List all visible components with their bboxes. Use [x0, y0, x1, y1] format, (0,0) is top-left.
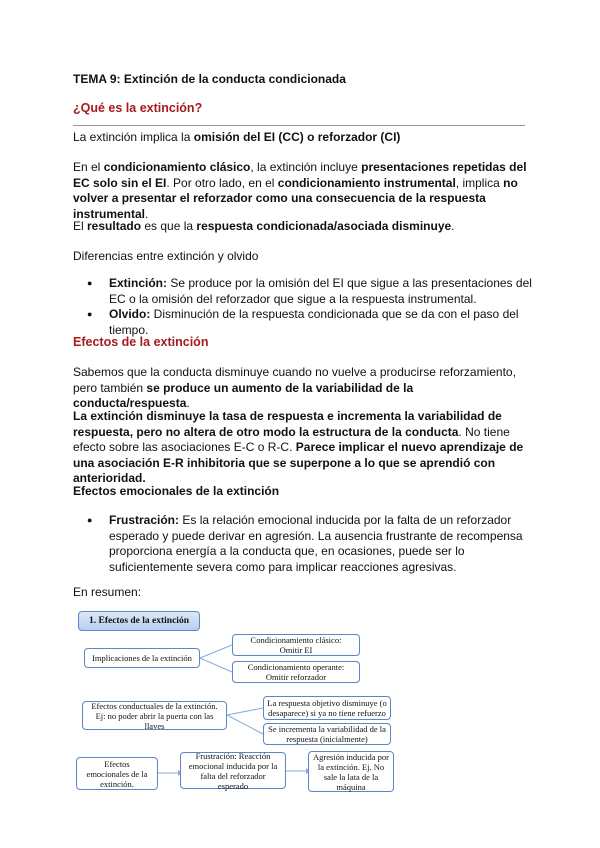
para-diferencias: Diferencias entre extinción y olvido [73, 249, 259, 263]
list-item: ● Frustración: Es la relación emocional inducida por la falta de un reforzador esperado y puede derivar en agresión. La ausencia frustrante de recompensa proporciona energía a la conducta que, en ocasiones, puede ser lo suficientemente severa como para implicar reacciones agresivas. [73, 513, 533, 575]
box-clasico: Condicionamiento clásico: Omitir EI [232, 634, 360, 656]
para-resumen: En resumen: [73, 585, 142, 599]
para-tasa: La extinción disminuye la tasa de respuesta e incrementa la variabilidad de respuesta, pero no altera de otro modo la estructura de la conducta. No tiene efecto sobre las asociaciones E-C o R-C. Parece implicar el nuevo aprendizaje de una asociación E-R inhibitoria que se superpone a lo que se aprendió con anterioridad. [73, 409, 524, 485]
para-resultado: El resultado es que la respuesta condicionada/asociada disminuye. [73, 219, 455, 233]
list-item: ● Extinción: Se produce por la omisión del EI que sigue a las presentaciones del EC o la omisión del reforzador que sigue a la respuesta instrumental. [73, 276, 533, 307]
box-conductuales: Efectos conductuales de la extinción. Ej: no poder abrir la puerta con las llaves [82, 701, 227, 730]
heading-que-es: ¿Qué es la extinción? [73, 101, 203, 115]
box-operante: Condicionamiento operante: Omitir reforzador [232, 661, 360, 683]
para-variabilidad: Sabemos que la conducta disminuye cuando no vuelve a producirse reforzamiento, pero también se produce un aumento de la variabilidad de la conducta/respuesta. [73, 365, 516, 410]
box-incrementa: Se incrementa la variabilidad de la respuesta (inicialmente) [263, 723, 391, 745]
para-omision: La extinción implica la omisión del EI (CC) o reforzador (CI) [73, 130, 401, 144]
box-disminuye: La respuesta objetivo disminuye (o desaparece) si ya no tiene refuerzo [263, 696, 391, 720]
heading-efectos: Efectos de la extinción [73, 335, 209, 349]
document-title: TEMA 9: Extinción de la conducta condicionada [73, 72, 346, 86]
box-implicaciones: Implicaciones de la extinción [84, 648, 200, 668]
box-frustracion: Frustración: Reacción emocional inducida por la falta del reforzador esperado [180, 752, 286, 789]
list-item: ● Olvido: Disminución de la respuesta condicionada que se da con el paso del tiempo. [73, 307, 533, 338]
diagram-header: 1. Efectos de la extinción [78, 611, 200, 631]
box-agresion: Agresión inducida por la extinción. Ej. No sale la lata de la máquina [308, 751, 394, 792]
box-emocionales: Efectos emocionales de la extinción. [76, 757, 158, 790]
para-condicionamiento: En el condicionamiento clásico, la extinción incluye presentaciones repetidas del EC solo sin el EI. Por otro lado, en el condicionamiento instrumental, implica no volver a presentar el reforzador como una consecuencia de la respuesta instrumental. [73, 160, 527, 221]
heading-emocionales: Efectos emocionales de la extinción [73, 484, 280, 498]
